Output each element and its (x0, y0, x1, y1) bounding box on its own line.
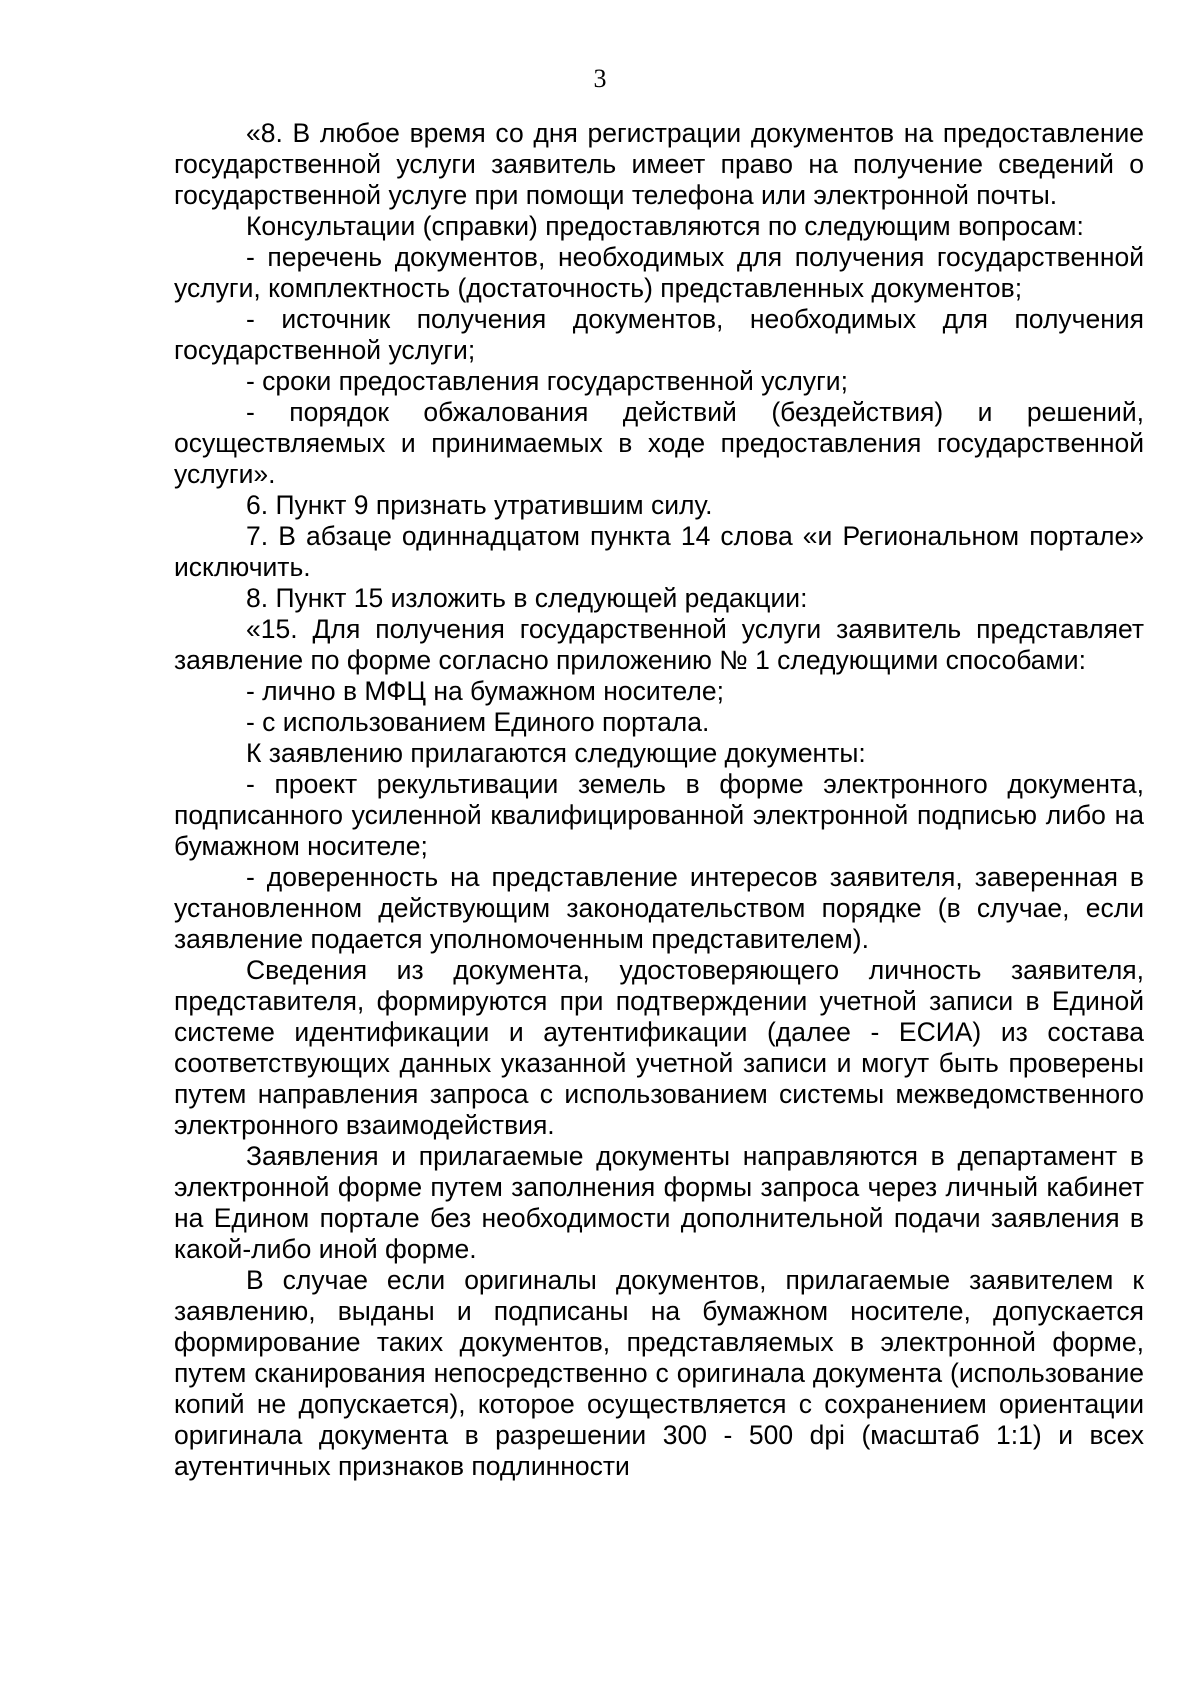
paragraph-item-15: «15. Для получения государственной услуги заявитель представляет заявление по форме согласно приложению № 1 следующими способами: (174, 614, 1144, 675)
list-item-power-of-attorney: - доверенность на представление интересов заявителя, заверенная в установленном действующим законодательством порядке (в случае, если заявление подается уполномоченным представителем). (174, 862, 1144, 954)
list-item-recultivation-project: - проект рекультивации земель в форме электронного документа, подписанного усиленной квалифицированной электронной подписью либо на бумажном носителе; (174, 769, 1144, 861)
paragraph-item-8: «8. В любое время со дня регистрации документов на предоставление государственной услуги заявитель имеет право на получение сведений о государственной услуге при помощи телефона или электронной почты. (174, 118, 1144, 210)
list-item-documents-source: - источник получения документов, необходимых для получения государственной услуги; (174, 304, 1144, 365)
document-body (174, 118, 1144, 1482)
paragraph-amendment-8: 8. Пункт 15 изложить в следующей редакции: (246, 583, 808, 613)
page-number: 3 (593, 64, 607, 93)
paragraph-attachments: К заявлению прилагаются следующие документы: (246, 738, 866, 768)
list-item-service-terms: - сроки предоставления государственной услуги; (246, 366, 848, 396)
paragraph-consultations: Консультации (справки) предоставляются по следующим вопросам: (246, 211, 1084, 241)
list-item-in-person: - лично в МФЦ на бумажном носителе; (246, 676, 724, 706)
paragraph-amendment-6: 6. Пункт 9 признать утратившим силу. (246, 490, 713, 520)
paragraph-scanning: В случае если оригиналы документов, прилагаемые заявителем к заявлению, выданы и подписаны на бумажном носителе, допускается формирование таких документов, представляемых в электронной форме, путем сканирования непосредственно с оригинала документа (использование копий не допускается), которое осуществляется с сохранением ориентации оригинала документа в разрешении 300 - 500 dpi (масштаб 1:1) и всех аутентичных признаков подлинности (174, 1265, 1144, 1481)
paragraph-electronic-submission: Заявления и прилагаемые документы направляются в департамент в электронной форме путем заполнения формы запроса через личный кабинет на Едином портале без необходимости дополнительной подачи заявления в какой-либо иной форме. (174, 1141, 1144, 1264)
list-item-documents-list: - перечень документов, необходимых для получения государственной услуги, комплектность (достаточность) представленных документов; (174, 242, 1144, 303)
list-item-unified-portal: - с использованием Единого портала. (246, 707, 710, 737)
list-item-appeal-procedure: - порядок обжалования действий (бездействия) и решений, осуществляемых и принимаемых в ходе предоставления государственной услуги». (174, 397, 1144, 489)
paragraph-identity-info: Сведения из документа, удостоверяющего личность заявителя, представителя, формируются при подтверждении учетной записи в Единой системе идентификации и аутентификации (далее - ЕСИА) из состава соответствующих данных указанной учетной записи и могут быть проверены путем направления запроса с использованием системы межведомственного электронного взаимодействия. (174, 955, 1144, 1140)
paragraph-amendment-7: 7. В абзаце одиннадцатом пункта 14 слова «и Региональном портале» исключить. (174, 521, 1144, 582)
